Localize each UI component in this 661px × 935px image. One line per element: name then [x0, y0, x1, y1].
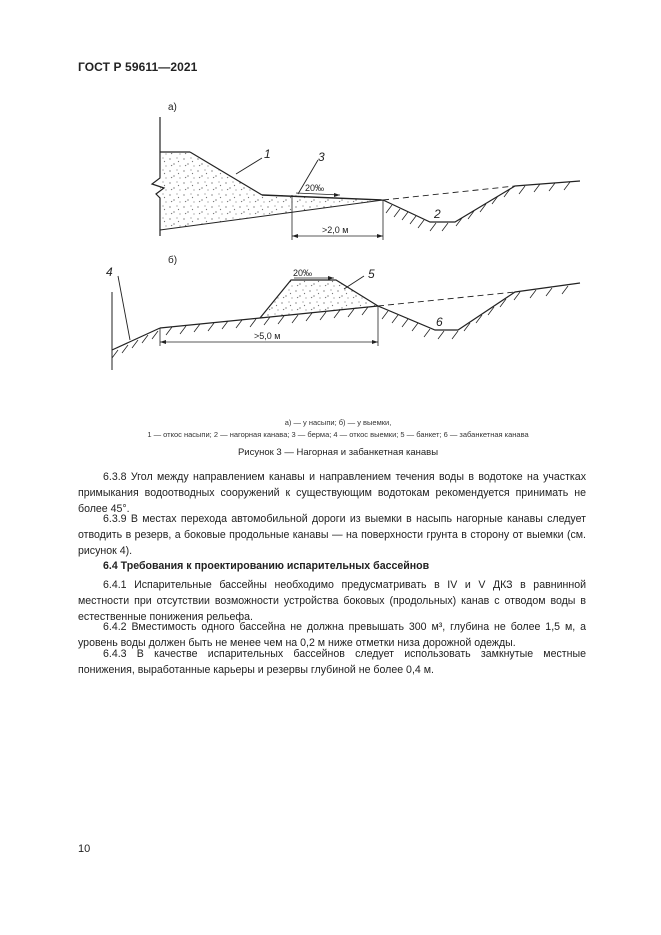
section-heading-6-4: 6.4 Требования к проектированию испарительных бассейнов: [103, 560, 430, 572]
panel-b-drawing: [112, 276, 580, 370]
page-header: ГОСТ Р 59611—2021: [78, 60, 198, 74]
dimension-label-a: >2,0 м: [322, 225, 349, 235]
caption-line-1: а) — у насыпи; б) — у выемки,: [284, 418, 392, 427]
paragraph-6-3-8: 6.3.8 Угол между направлением канавы и направлением течения воды в водотоке на участках примыкания водоотводных сооружений к существующим водотокам рекомендуется принимать не более 45°.: [78, 471, 586, 515]
panel-b-label: б): [168, 255, 178, 266]
paragraph-6-3-9: 6.3.9 В местах перехода автомобильной дороги из выемки в насыпь нагорные канавы следует отводить в резерв, а боковые продольные канавы — на поверхности грунта в сторону от выемки (см. рисунок 4).: [78, 513, 586, 557]
callout-5: 5: [368, 267, 375, 281]
figure-3: [100, 95, 590, 405]
panel-a-drawing: [152, 117, 580, 240]
callout-3: 3: [318, 150, 325, 164]
paragraph-6-4-1: 6.4.1 Испарительные бассейны необходимо предусматривать в IV и V ДКЗ в равнинной местности при отсутствии возможности устройства боковых (продольных) канав с отводом воды в естественные понижения рельефа.: [78, 579, 586, 623]
paragraph-6-4-2: 6.4.2 Вместимость одного бассейна не должна превышать 300 м³, глубина не более 1,5 м, а уровень воды должен быть не менее чем на 0,2 м ниже отметки низа дорожной одежды.: [78, 621, 586, 649]
panel-a-label: а): [168, 102, 177, 113]
page-number: 10: [78, 843, 91, 855]
paragraph-6-4-3: 6.4.3 В качестве испарительных бассейнов следует использовать замкнутые местные понижения, выработанные карьеры и резервы глубиной не более 0,4 м.: [78, 648, 586, 676]
callout-1: 1: [264, 147, 271, 161]
callout-2: 2: [434, 207, 441, 221]
caption-line-2: 1 — откос насыпи; 2 — нагорная канава; 3 — берма; 4 — откос выемки; 5 — банкет; 6 — забанкетная канава: [147, 430, 529, 439]
figure-caption: Рисунок 3 — Нагорная и забанкетная канавы: [237, 447, 439, 458]
callout-4: 4: [106, 265, 113, 279]
slope-label-a: 20‰: [305, 183, 325, 193]
callout-6: 6: [436, 315, 443, 329]
dimension-label-b: >5,0 м: [254, 331, 281, 341]
slope-label-b: 20‰: [293, 268, 313, 278]
